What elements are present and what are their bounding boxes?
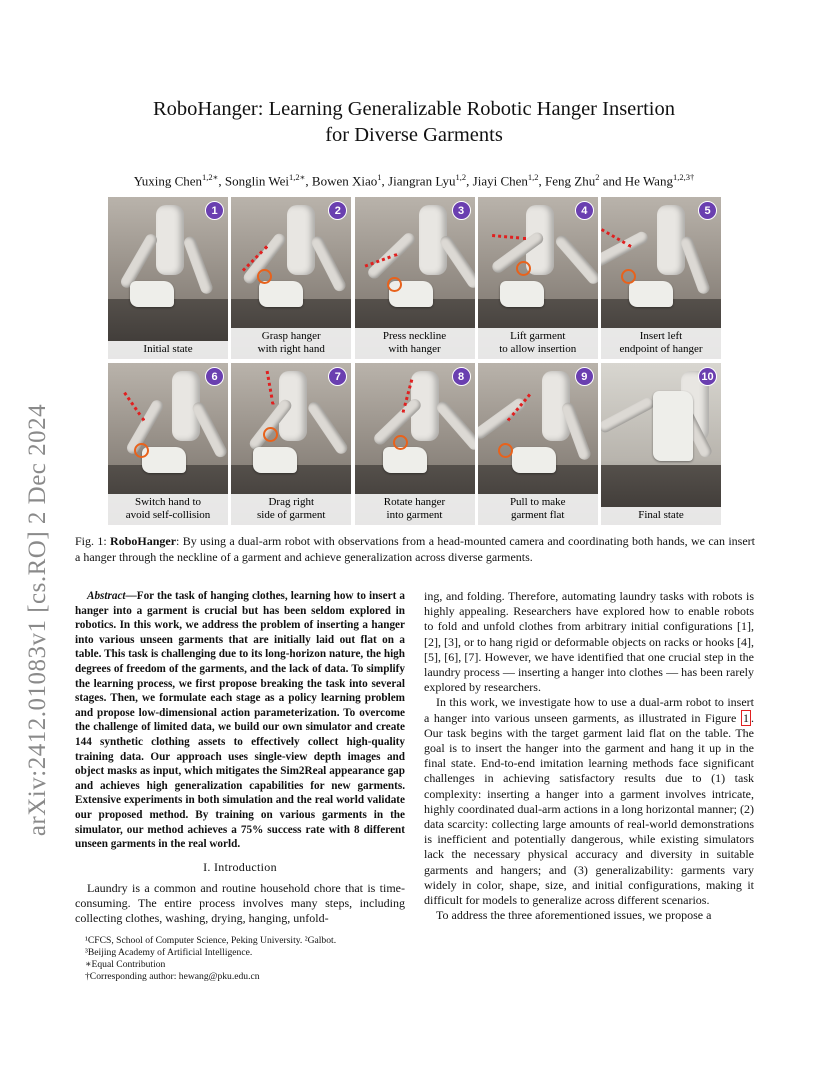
target-marker-icon (134, 443, 149, 458)
fig-caption-bold: RoboHanger (110, 534, 177, 548)
panel-caption-line-1: Switch hand to (135, 496, 201, 508)
target-marker-icon (393, 435, 408, 450)
arxiv-identifier: arXiv:2412.01083v1 [cs.RO] 2 Dec 2024 (24, 403, 51, 837)
author-separator: and (599, 173, 625, 189)
panel-caption (478, 328, 598, 359)
right-paragraph-1: ing, and folding. Therefore, automating laundry tasks with robots is highly appealing. Researchers have explored how to enable robots to fold and unfold clothes from arbitrary initial configurations [1], [2], [3], or to hang rigid or deformable objects on racks or hooks [4], [5], [6], [7]. However, we have identified that one crucial step in the laundry process — inserting a hanger into clothes — has been rarely explored by researchers. (424, 589, 754, 695)
robot-arm-right (553, 233, 598, 286)
garment (259, 281, 303, 307)
author-affiliation: 1,2 (527, 172, 539, 182)
author-affiliation: 1,2,3† (672, 172, 695, 182)
author-name: Jiayi Chen (472, 173, 528, 189)
fig-caption-text: : By using a dual-arm robot with observations from a head-mounted camera and coordinating both hands, we can insert a hanger through the neckline of a garment and achieve generalization across diverse garments. (75, 534, 756, 564)
panel-caption (601, 507, 721, 525)
figure-panel-6 (108, 363, 228, 525)
footnote: ∗Equal Contribution (85, 958, 166, 970)
figure-panel-2 (231, 197, 351, 359)
figure-panel-5 (601, 197, 721, 359)
figure-caption (75, 533, 755, 565)
paper-title (0, 96, 828, 148)
step-number-badge: 4 (575, 201, 594, 220)
target-marker-icon (498, 443, 513, 458)
garment (130, 281, 174, 307)
author-separator: , (305, 173, 312, 189)
figure-panel-7 (231, 363, 351, 525)
panel-caption-line-2: into garment (386, 509, 443, 521)
author-name: He Wang (624, 173, 673, 189)
section-heading: I. Introduction (203, 859, 277, 874)
panel-caption-line-1: Insert left (639, 330, 683, 342)
author-affiliation: 1,2∗ (202, 172, 219, 182)
garment (629, 281, 673, 307)
footnote: ³Beijing Academy of Artificial Intelligence. (85, 946, 253, 958)
garment (512, 447, 556, 473)
author-name: Yuxing Chen (133, 173, 203, 189)
garment (253, 447, 297, 473)
left-column (75, 589, 405, 983)
panel-caption-line-2: Final state (638, 509, 684, 521)
title-line-1: RoboHanger: Learning Generalizable Robotic Hanger Insertion (153, 98, 675, 120)
author-separator: , (218, 173, 225, 189)
footnote: †Corresponding author: hewang@pku.edu.cn (85, 971, 260, 983)
panel-caption-line-2: endpoint of hanger (619, 343, 703, 355)
fig-caption-label: Fig. 1: (75, 534, 111, 548)
footnote: ¹CFCS, School of Computer Science, Peking University. ²Galbot. (85, 934, 337, 946)
abstract-label: Abstract (87, 590, 126, 602)
step-number-badge: 10 (698, 367, 717, 386)
figure-reference-link[interactable]: 1 (743, 710, 749, 725)
robot-body (156, 205, 184, 275)
author-name: Jiangran Lyu (388, 173, 456, 189)
author-affiliation: 1 (377, 172, 382, 182)
figure-panel-3 (355, 197, 475, 359)
robot-arm-right (182, 235, 214, 295)
target-marker-icon (516, 261, 531, 276)
garment (653, 391, 693, 461)
author-affiliation: 1,2 (455, 172, 467, 182)
panel-caption-line-2: garment flat (511, 509, 565, 521)
author-name: Songlin Wei (224, 173, 290, 189)
panel-caption (355, 328, 475, 359)
abstract (75, 589, 405, 852)
step-number-badge: 5 (698, 201, 717, 220)
panel-caption (108, 341, 228, 359)
garment (383, 447, 427, 473)
panel-caption-line-1: Grasp hanger (261, 330, 321, 342)
author-list (0, 172, 828, 189)
target-marker-icon (263, 427, 278, 442)
motion-arrow-icon (266, 371, 275, 405)
right-paragraph-2a: In this work, we investigate how to use a dual-arm robot to insert a hanger into various unseen garments, as illustrated in Figure (424, 695, 754, 725)
panel-caption-line-2: with hanger (388, 343, 441, 355)
panel-caption (601, 328, 721, 359)
step-number-badge: 1 (205, 201, 224, 220)
step-number-badge: 7 (328, 367, 347, 386)
panel-caption-line-1: Pull to make (509, 496, 566, 508)
panel-caption (231, 328, 351, 359)
motion-arrow-icon (123, 392, 145, 422)
robot-arm-right (306, 400, 350, 456)
panel-caption-line-2: with right hand (257, 343, 325, 355)
step-number-badge: 8 (452, 367, 471, 386)
author-affiliation: 1,2∗ (289, 172, 306, 182)
step-number-badge: 9 (575, 367, 594, 386)
panel-caption (231, 494, 351, 525)
author-separator: , (538, 173, 546, 189)
panel-caption-line-1: Drag right (268, 496, 314, 508)
panel-caption-line-2: side of garment (257, 509, 326, 521)
author-name: Bowen Xiao (311, 173, 378, 189)
intro-paragraph-1: Laundry is a common and routine household chore that is time-consuming. The entire process involves many steps, including collecting clothes, washing, drying, hanging, unfold- (75, 880, 405, 926)
panel-caption-line-2: to allow insertion (499, 343, 577, 355)
figure-panel-10 (601, 363, 721, 525)
step-number-badge: 6 (205, 367, 224, 386)
figure-1 (108, 197, 721, 525)
abstract-text: —For the task of hanging clothes, learning how to insert a hanger into a garment is crucial but has been seldom explored in robotics. In this work, we address the problem of inserting a hanger into various unseen garments that are initially laid out flat on a table. This task is challenging due to its long-horizon nature, the high degrees of freedom of the garments, and the lack of data. To simplify the learning process, we first propose breaking the task into several stages. Then, we formulate each stage as a policy learning problem and propose low-dimensional action parameterization. To overcome the challenge of limited data, we build our own simulator and create 144 synthetic clothing assets to effectively collect high-quality training data. Our approach uses single-view depth images and object masks as input, which mitigates the Sim2Real appearance gap and achieves high generalization capabilities for new garments. Extensive experiments in both simulation and the real world validate our proposed method. By training on various garments in the simulator, our method achieves a 75% success rate with 8 different unseen garments in the real world. (75, 590, 405, 851)
title-line-2: for Diverse Garments (325, 124, 503, 146)
robot-arm-right (434, 399, 475, 452)
panel-caption-line-1: Rotate hanger (383, 496, 446, 508)
panel-caption (108, 494, 228, 525)
author-affiliation: 2 (595, 172, 600, 182)
panel-caption-line-1: Press neckline (382, 330, 447, 342)
author-separator: , (381, 173, 389, 189)
figure-panel-1 (108, 197, 228, 359)
right-paragraph-3: To address the three aforementioned issues, we propose a (436, 908, 712, 923)
step-number-badge: 3 (452, 201, 471, 220)
panel-caption-line-2: avoid self-collision (125, 509, 211, 521)
author-name: Feng Zhu (545, 173, 596, 189)
robot-arm-right (310, 234, 348, 293)
right-column (424, 589, 754, 923)
figure-panel-9 (478, 363, 598, 525)
step-number-badge: 2 (328, 201, 347, 220)
footnotes (75, 935, 405, 984)
panel-caption (355, 494, 475, 525)
figure-panel-4 (478, 197, 598, 359)
target-marker-icon (387, 277, 402, 292)
motion-arrow-icon (492, 234, 526, 240)
panel-caption-line-2: Initial state (143, 343, 193, 355)
panel-caption (478, 494, 598, 525)
right-paragraph-2b: . Our task begins with the target garment laid flat on the table. The goal is to insert the hanger into the garment and hang it up in the final state. End-to-end imitation learning methods face significant challenges in achieving satisfactory results due to (1) task complexity: inserting a hanger into a garment involves intricate, highly coordinated dual-arm actions in a long horizontal manner; (2) data scarcity: collecting large amounts of real-world demonstrations is inefficient and potentially dangerous, while existing simulators lack the necessary physical accuracy and diversity in suitable garments and hangers; and (3) generalizability: garments vary widely in color, shape, size, and initial configurations, making it difficult for models to generalize across different scenarios. (424, 710, 754, 908)
robot-arm-left (601, 396, 656, 435)
author-separator: , (466, 173, 473, 189)
panel-caption-line-1: Lift garment (510, 330, 566, 342)
garment (500, 281, 544, 307)
target-marker-icon (621, 269, 636, 284)
figure-panel-8 (355, 363, 475, 525)
right-paragraph-2 (424, 695, 754, 908)
